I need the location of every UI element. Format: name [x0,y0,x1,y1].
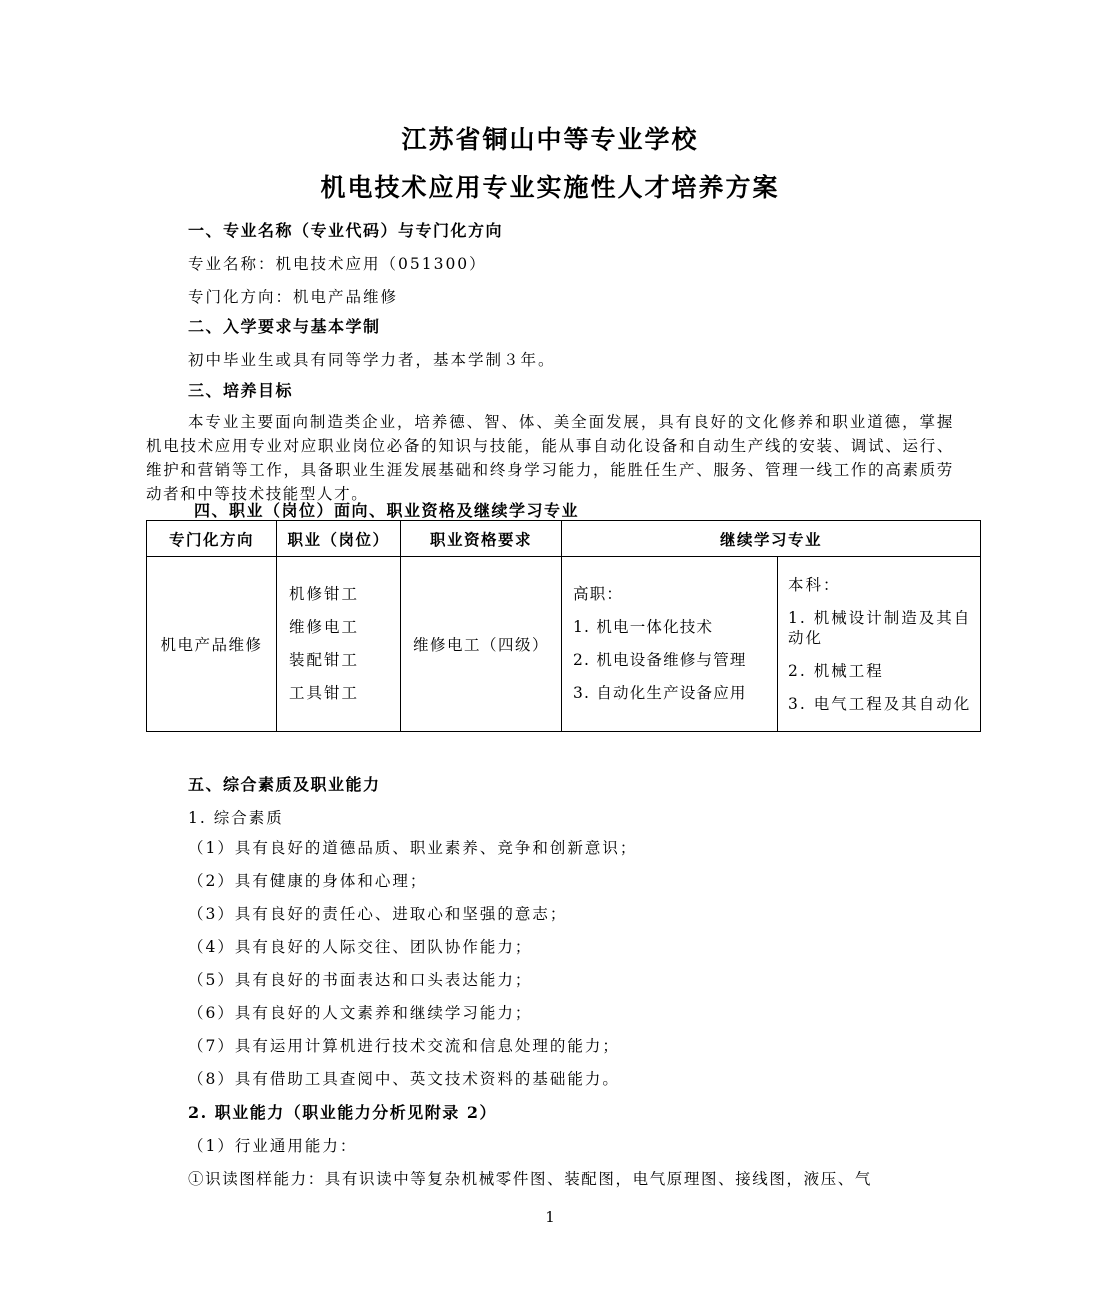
list-item: （7）具有运用计算机进行技术交流和信息处理的能力； [188,1037,620,1055]
document-title-program: 机电技术应用专业实施性人才培养方案 [320,173,780,202]
cell-jobs [277,557,401,732]
list-item: （2）具有健康的身体和心理； [188,872,428,890]
drawing-reading-line: ①识读图样能力：具有识读中等复杂机械零件图、装配图，电气原理图、接线图，液压、气 [188,1170,873,1188]
list-item: （4）具有良好的人际交往、团队协作能力； [188,938,533,956]
section1-heading: 一、专业名称（专业代码）与专门化方向 [188,221,504,240]
undergraduate-item: 2. 机械工程 [788,661,884,680]
cell-qualification: 维修电工（四级） [401,557,562,732]
higher-vocational-item: 3. 自动化生产设备应用 [573,684,747,702]
undergraduate-label: 本科： [788,575,841,594]
list-item: （5）具有良好的书面表达和口头表达能力； [188,971,533,989]
header-job: 职业（岗位） [277,521,401,557]
job-item: 工具钳工 [289,684,360,702]
job-item: 维修电工 [289,618,360,636]
section3-heading: 三、培养目标 [188,381,294,400]
job-item: 机修钳工 [289,585,360,603]
higher-vocational-item: 2. 机电设备维修与管理 [573,651,747,669]
table-header-row [147,521,981,557]
undergraduate-item: 1. 机械设计制造及其自动化 [788,608,972,647]
list-item: （8）具有借助工具查阅中、英文技术资料的基础能力。 [188,1070,620,1088]
section5-heading: 五、综合素质及职业能力 [188,775,381,794]
undergraduate-item: 3. 电气工程及其自动化 [788,694,972,713]
list-item: （3）具有良好的责任心、进取心和坚强的意志； [188,905,568,923]
header-direction: 专门化方向 [147,521,277,557]
career-table [146,520,981,732]
training-goal-paragraph: 本专业主要面向制造类企业，培养德、智、体、美全面发展，具有良好的文化修养和职业道德，掌握机电技术应用专业对应职业岗位必备的知识与技能，能从事自动化设备和自动生产线的安装、调试、运行、维护和营销等工作，具备职业生涯发展基础和终身学习能力，能胜任生产、服务、管理一线工作的高素质劳动者和中等技术技能型人才。 [146,413,954,503]
quality-subheading: 1. 综合素质 [188,809,284,827]
admission-line: 初中毕业生或具有同等学力者，基本学制３年。 [188,351,556,369]
major-name-line: 专业名称：机电技术应用（051300） [188,255,487,273]
list-item: （1）具有良好的道德品质、职业素养、竞争和创新意识； [188,839,638,857]
ability-subheading: 2. 职业能力（职业能力分析见附录 2） [188,1103,497,1122]
header-further-study: 继续学习专业 [562,521,981,557]
higher-vocational-label: 高职： [573,585,624,603]
section2-heading: 二、入学要求与基本学制 [188,317,381,336]
document-title-school: 江苏省铜山中等专业学校 [401,125,699,154]
cell-higher-vocational [562,557,778,732]
specialization-line: 专门化方向：机电产品维修 [188,288,399,306]
table-row [147,557,981,732]
general-ability-line: （1）行业通用能力： [188,1137,358,1155]
section4-heading: 四、职业（岗位）面向、职业资格及继续学习专业 [194,501,580,520]
list-item: （6）具有良好的人文素养和继续学习能力； [188,1004,533,1022]
header-qualification: 职业资格要求 [401,521,562,557]
cell-direction: 机电产品维修 [147,557,277,732]
page-number: 1 [545,1208,555,1226]
quality-list [188,832,968,1096]
higher-vocational-item: 1. 机电一体化技术 [573,618,714,636]
cell-undergraduate [778,557,981,732]
job-item: 装配钳工 [289,651,360,669]
